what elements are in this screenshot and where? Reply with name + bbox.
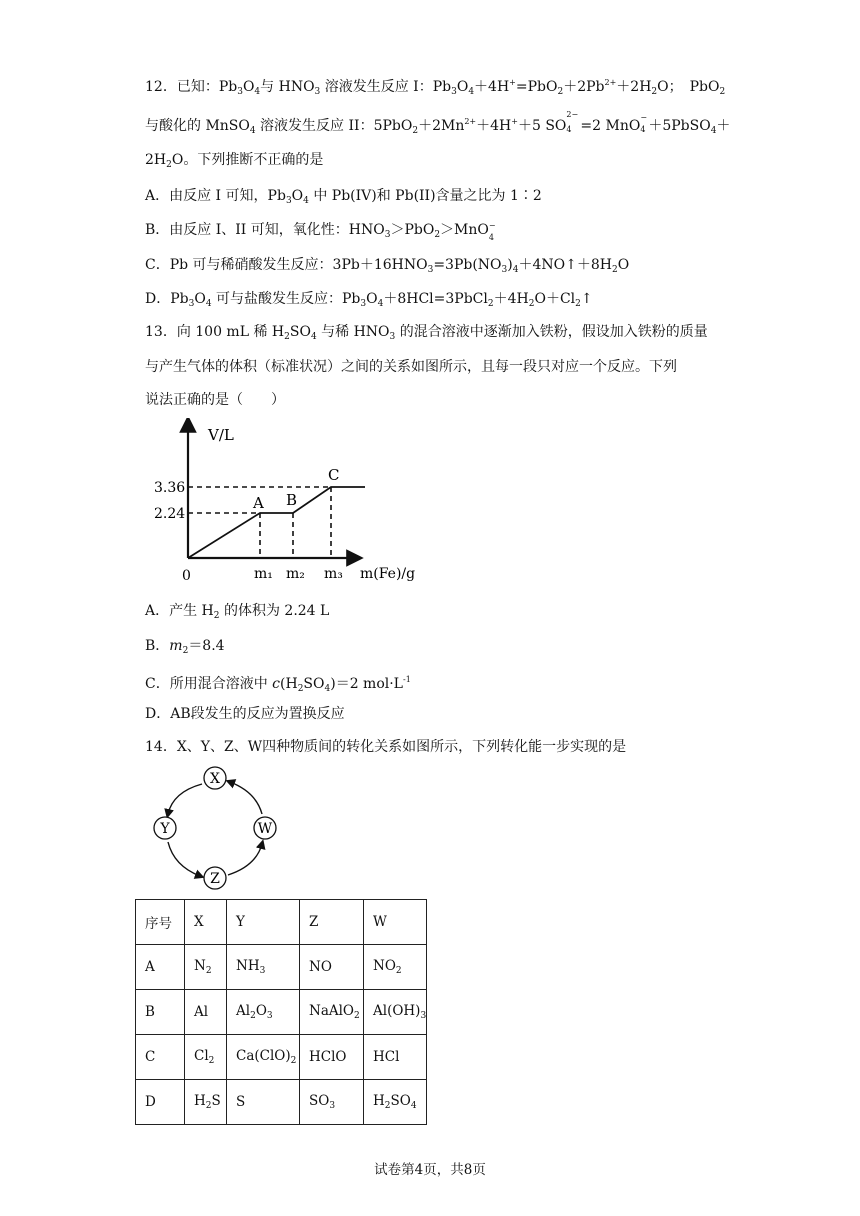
table-cell: W: [364, 900, 427, 945]
table-cell: A: [136, 945, 185, 990]
q12-option-a: A．由反应 I 可知，$Pb_3O_4$ 中 Pb(IV)和 Pb(II)含量之比为 1∶2: [145, 188, 542, 206]
table-cell: NO: [300, 945, 364, 990]
node-y: Y: [160, 821, 170, 837]
q12-line2: 与酸化的 MnSO$_4$ 溶液发生反应 II：$5PbO_2+2Mn^{2+}+4H^++5$ SO 2− 4 =2 MnO − 4 ＋5PbSO$_4$＋: [145, 110, 731, 136]
q12-line1: 12．已知：$Pb_3O_4$与 $HNO_3$ 溶液发生反应 I：$Pb_3O_4+4H^+=PbO_2+2Pb^{2+}+2H_2O$； PbO$_2$: [145, 78, 726, 97]
table-cell: $H_2SO_4$: [364, 1080, 427, 1125]
page-footer: 试卷第4页，共8页: [374, 1162, 486, 1178]
point-b: B: [286, 491, 298, 509]
table-row: [136, 1080, 427, 1125]
q13-line1: 13．向 100 mL 稀 $H_2SO_4$ 与稀 $HNO_3$ 的混合溶液中逐渐加入铁粉，假设加入铁粉的质量: [145, 324, 708, 342]
table-cell: C: [136, 1035, 185, 1080]
table-cell: $SO_3$: [300, 1080, 364, 1125]
xtick-m2: m₂: [286, 566, 305, 582]
q13-option-a: A．产生 $H_2$ 的体积为 2.24 L: [145, 603, 330, 621]
x-axis-label: m(Fe)/g: [360, 566, 416, 582]
q14-line1: 14．X、Y、Z、W四种物质间的转化关系如图所示，下列转化能一步实现的是: [145, 739, 627, 755]
graph-curve: [188, 487, 365, 558]
table-cell: $H_2S$: [185, 1080, 227, 1125]
xtick-m1: m₁: [254, 566, 273, 582]
table-cell: Z: [300, 900, 364, 945]
origin-label: 0: [182, 568, 191, 584]
table-cell: $Al(OH)_3$: [364, 990, 427, 1035]
q12-option-c: C．Pb 可与稀硝酸发生反应：$3Pb+16HNO_3=3Pb(NO_3)_4+4NO↑+8H_2O$: [145, 257, 630, 275]
q14-options-table: [135, 899, 427, 1125]
q12-option-b: B．由反应 I、II 可知，氧化性：$HNO_3>PbO_2>MnO$ − 4: [145, 221, 496, 242]
table-cell: $NH_3$: [227, 945, 300, 990]
table-cell: HCl: [364, 1035, 427, 1080]
table-row: [136, 990, 427, 1035]
node-w: W: [257, 821, 273, 837]
xtick-m3: m₃: [324, 566, 343, 582]
point-c: C: [328, 466, 340, 484]
node-z: Z: [210, 871, 220, 887]
node-x: X: [210, 771, 220, 787]
y-axis-label: V/L: [208, 426, 234, 444]
conversion-cycle-diagram: [148, 762, 288, 892]
table-cell: Al: [185, 990, 227, 1035]
table-cell: B: [136, 990, 185, 1035]
table-cell: $N_2$: [185, 945, 227, 990]
ytick-224: 2.24: [154, 506, 186, 522]
point-a: A: [253, 494, 264, 512]
table-cell: X: [185, 900, 227, 945]
q13-option-d: D．AB段发生的反应为置换反应: [145, 706, 345, 722]
table-cell: NaAlO$_2$: [300, 990, 364, 1035]
q13-line2: 与产生气体的体积（标准状况）之间的关系如图所示，且每一段只对应一个反应。下列: [145, 359, 677, 375]
table-header-row: [136, 900, 427, 945]
q13-option-c: C．所用混合溶液中 $c(H_2SO_4)=2$ $mol\cdot L^{-1}$: [145, 675, 411, 694]
table-cell: $Ca(ClO)_2$: [227, 1035, 300, 1080]
table-cell: $NO_2$: [364, 945, 427, 990]
table-cell: HClO: [300, 1035, 364, 1080]
table-cell: 序号: [136, 900, 185, 945]
volume-mass-graph: [150, 418, 430, 588]
table-cell: $Cl_2$: [185, 1035, 227, 1080]
table-cell: S: [227, 1080, 300, 1125]
ytick-336: 3.36: [154, 480, 186, 496]
q12-option-d: D．$Pb_3O_4$ 可与盐酸发生反应：$Pb_3O_4+8HCl=3PbCl_2+4H_2O+Cl_2↑$: [145, 291, 593, 309]
q12-line3: $2H_2O$。下列推断不正确的是: [145, 152, 324, 170]
table-row: [136, 945, 427, 990]
table-row: [136, 1035, 427, 1080]
q13-line3: 说法正确的是（ ）: [145, 392, 285, 408]
table-cell: D: [136, 1080, 185, 1125]
q13-option-b: B．$m_2=8.4$: [145, 638, 225, 656]
table-cell: $Al_2O_3$: [227, 990, 300, 1035]
table-cell: Y: [227, 900, 300, 945]
